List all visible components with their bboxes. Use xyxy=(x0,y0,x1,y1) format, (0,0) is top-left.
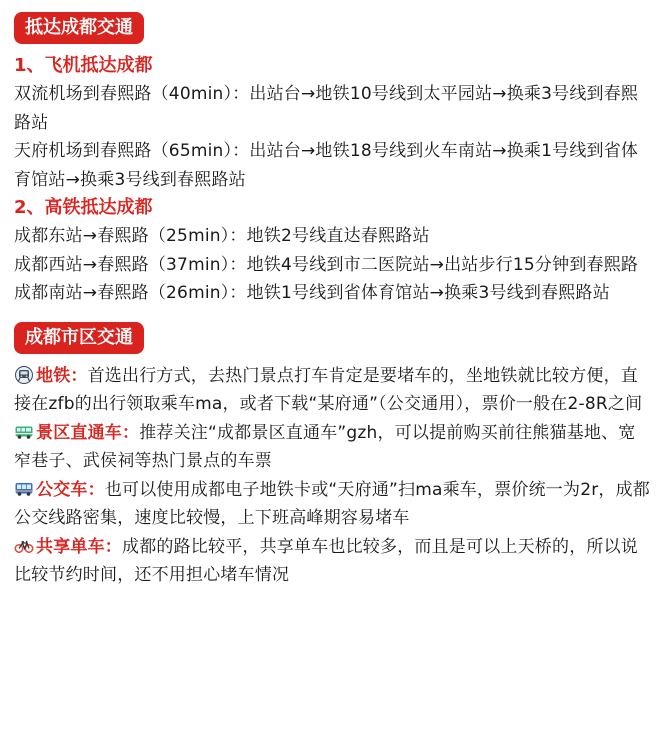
flight-route-shuangliu: 双流机场到春熙路（40min）：出站台→地铁10号线到太平园站→换乘3号线到春熙路站 xyxy=(14,84,639,133)
bus-label: 公交车： xyxy=(36,479,105,500)
flight-route-tianfu: 天府机场到春熙路（65min）：出站台→地铁18号线到火车南站→换乘1号线到省体育馆站→换乘3号线到春熙路站 xyxy=(14,141,639,190)
metro-icon xyxy=(14,366,34,384)
section-banner-city: 成都市区交通 xyxy=(14,322,144,354)
section-banner-arrival: 抵达成都交通 xyxy=(14,12,144,44)
rail-route-west: 成都西站→春熙路（37min）：地铁4号线到市二医院站→出站步行15分钟到春熙路 xyxy=(14,254,639,275)
bicycle-icon xyxy=(14,537,34,555)
transport-item-bus xyxy=(14,476,651,533)
transport-item-bicycle xyxy=(14,533,651,590)
tour-bus-icon xyxy=(14,423,34,441)
tour-bus-label: 景区直通车： xyxy=(36,422,140,443)
tour-bus-text: 推荐关注“成都景区直通车”gzh，可以提前购买前往熊猫基地、宽窄巷子、武侯祠等热门景点的车票 xyxy=(14,422,636,471)
rail-route-south: 成都南站→春熙路（26min）：地铁1号线到省体育馆站→换乘3号线到春熙路站 xyxy=(14,283,610,303)
rail-heading: 2、高铁抵达成都 xyxy=(14,197,153,218)
metro-text: 首选出行方式，去热门景点打车肯定是要堵车的，坐地铁就比较方便，直接在zfb的出行领取乘车ma，或者下载“某府通”（公交通用），票价一般在2-8R之间 xyxy=(14,365,643,414)
rail-route-east: 成都东站→春熙路（25min）：地铁2号线直达春熙路站 xyxy=(14,226,430,246)
metro-label: 地铁： xyxy=(36,365,88,386)
transport-item-tour-bus xyxy=(14,419,651,476)
flight-heading: 1、飞机抵达成都 xyxy=(14,55,153,76)
bus-icon xyxy=(14,480,34,498)
transport-item-metro xyxy=(14,362,651,419)
bus-text: 也可以使用成都电子地铁卡或“天府通”扫ma乘车，票价统一为2r，成都公交线路密集，速度比较慢，上下班高峰期容易堵车 xyxy=(14,479,651,528)
bicycle-text: 成都的路比较平，共享单车也比较多，而且是可以上天桥的，所以说比较节约时间，还不用担心堵车情况 xyxy=(14,536,638,585)
bicycle-label: 共享单车： xyxy=(36,536,122,557)
